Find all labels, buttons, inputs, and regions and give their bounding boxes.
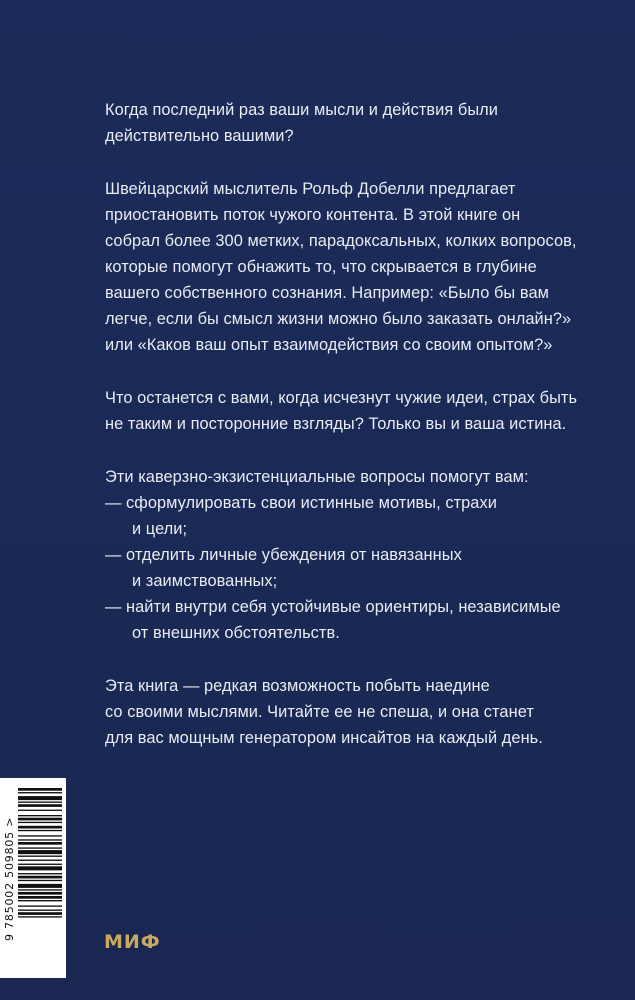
barcode-bars-icon <box>18 788 62 968</box>
barcode-bar <box>18 792 62 793</box>
barcode-bar <box>18 850 62 854</box>
barcode-bar <box>18 810 62 811</box>
barcode-bar <box>18 889 62 890</box>
barcode-bar <box>18 876 62 879</box>
text-line: которые помогут обнажить то, что скрывается в глубине <box>105 258 537 276</box>
barcode-bar <box>18 822 62 823</box>
barcode-bar <box>18 916 62 917</box>
book-summary <box>105 176 575 358</box>
barcode-bar <box>18 910 62 911</box>
barcode-bar <box>18 815 62 816</box>
list-item-continuation: и заимствованных; <box>132 572 278 590</box>
barcode-bar <box>18 900 62 901</box>
barcode-bar <box>18 866 62 870</box>
text-line: легче, если бы смысл жизни можно было заказать онлайн?» <box>105 310 572 328</box>
intro-question <box>105 97 575 149</box>
barcode-bar <box>18 912 62 915</box>
description-text <box>105 97 578 778</box>
publisher-logo: МИФ <box>104 931 161 953</box>
barcode-bar <box>18 842 62 845</box>
isbn-number: 9 785002 509805 > <box>3 816 16 942</box>
barcode-bar <box>18 873 62 874</box>
barcode-bar <box>18 804 62 807</box>
text-line: Эта книга — редкая возможность побыть наедине <box>105 677 490 695</box>
barcode-bar <box>18 856 62 857</box>
barcode-bar <box>18 796 62 800</box>
barcode-bar <box>18 892 62 895</box>
barcode-bar <box>18 884 62 888</box>
text-line: не таким и посторонние взгляды? Только вы и ваша истина. <box>105 415 567 433</box>
list-item-continuation: от внешних обстоятельств. <box>132 624 340 642</box>
list-item-continuation: и цели; <box>132 520 188 538</box>
barcode-bar <box>18 788 62 791</box>
text-line: Что останется с вами, когда исчезнут чужие идеи, страх быть <box>105 389 578 407</box>
text-line: или «Каков ваш опыт взаимодействия со своим опытом?» <box>105 336 553 354</box>
text-line: Эти каверзно-экзистенциальные вопросы помогут вам: <box>105 468 529 486</box>
text-line: приостановить поток чужого контента. В этой книге он <box>105 206 521 224</box>
text-line: собрал более 300 метких, парадоксальных, колких вопросов, <box>105 232 577 250</box>
barcode-bar <box>18 830 62 831</box>
barcode-bar <box>18 860 62 861</box>
barcode-bar <box>18 864 62 865</box>
list-item: — отделить личные убеждения от навязанных <box>105 546 462 564</box>
text-line: Швейцарский мыслитель Рольф Добелли предлагает <box>105 180 516 198</box>
barcode-bar <box>18 896 62 899</box>
barcode-bar <box>18 818 62 821</box>
barcode-bar <box>18 847 62 848</box>
barcode-bar <box>18 839 62 840</box>
closing-paragraph <box>105 673 575 751</box>
text-line: Когда последний раз ваши мысли и действия были <box>105 101 498 119</box>
list-item: — сформулировать свои истинные мотивы, страхи <box>105 494 497 512</box>
barcode-bar <box>18 802 62 803</box>
text-line: действительно вашими? <box>105 127 294 145</box>
isbn-barcode <box>0 778 66 978</box>
list-item: — найти внутри себя устойчивые ориентиры, независимые <box>105 598 561 616</box>
barcode-bar <box>18 905 62 906</box>
text-line: для вас мощным генератором инсайтов на каждый день. <box>105 729 543 747</box>
rhetorical-paragraph <box>105 385 578 437</box>
text-line: со своими мыслями. Читайте ее не спеша, и она станет <box>105 703 534 721</box>
barcode-bar <box>18 880 62 881</box>
benefits-list <box>105 464 575 646</box>
barcode-bar <box>18 835 62 836</box>
barcode-bar <box>18 826 62 829</box>
text-line: вашего собственного сознания. Например: «Было бы вам <box>105 284 549 302</box>
